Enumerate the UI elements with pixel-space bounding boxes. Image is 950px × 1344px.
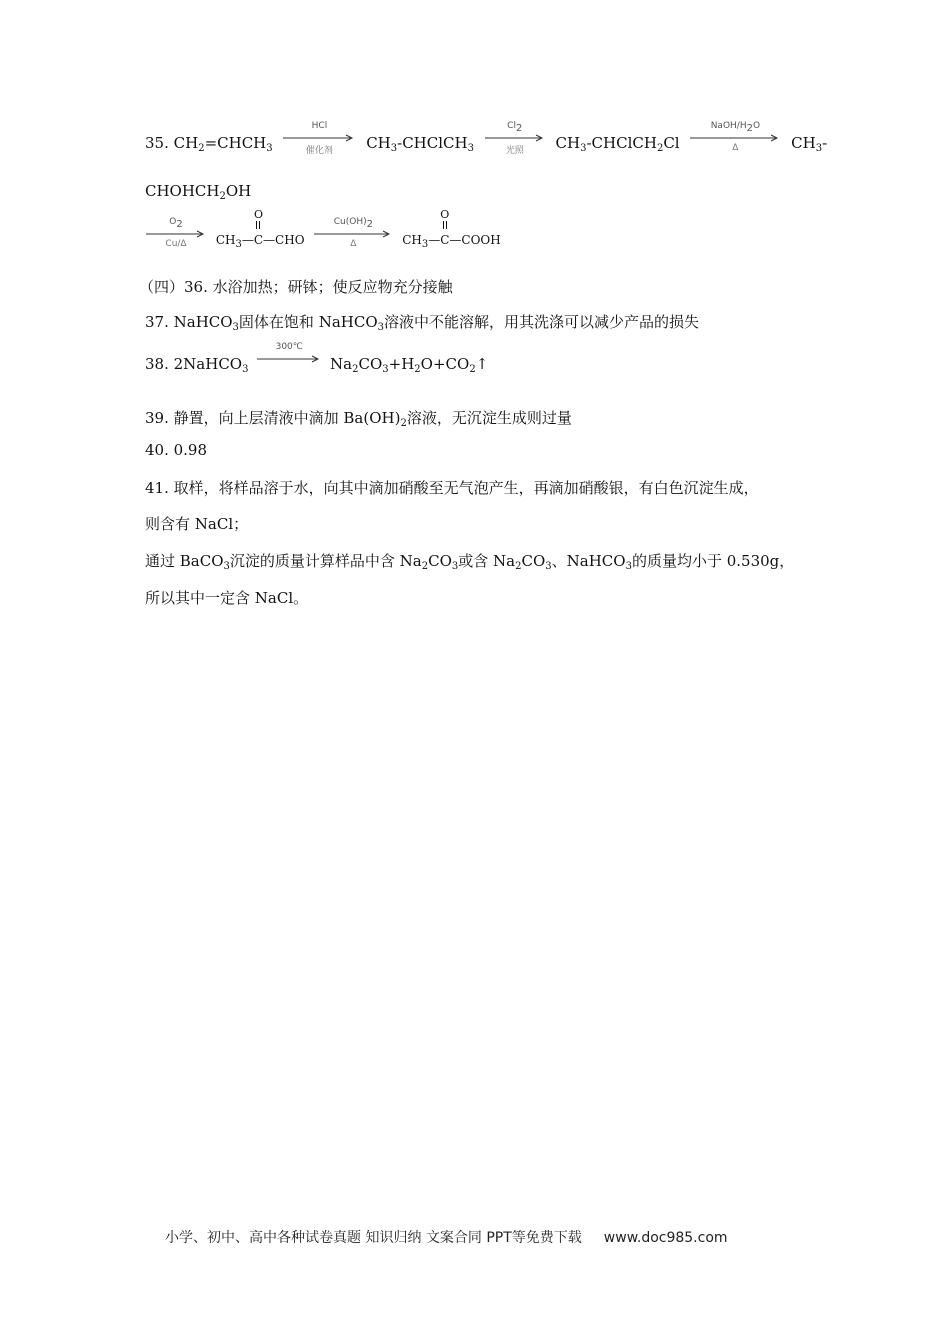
q38-line: 38. 2NaHCO$_3$ 300℃ $Na_2CO_3+H_2O+CO_2↑$ [145, 342, 489, 375]
carbonyl-group: O C [253, 208, 264, 247]
q35-line1 [145, 121, 828, 156]
q35-line2: $CHOHCH_2OH$ [145, 182, 252, 202]
q37-line: 37. NaHCO$_3$固体在饱和 NaHCO$_3$溶液中不能溶解，用其洗涤可以减少产品的损失 [145, 313, 700, 333]
product-dichloropropane: $CH_3-CHClCH_2Cl$ [555, 134, 680, 154]
propene: $CH_2=CHCH_3$ [173, 134, 273, 154]
q40-line: 40. 0.98 [145, 441, 208, 459]
page-footer [165, 1227, 728, 1247]
ketone-aldehyde: $CH_3—$ O C—CHO [215, 208, 305, 250]
product-diol-start: $CH_3-$ [791, 134, 828, 154]
carbonyl-group: O C [440, 208, 450, 247]
reaction-arrow-o2: $O_2$ Cu/Δ [146, 236, 206, 244]
q35-line3 [146, 208, 501, 250]
product-2-chloropropane: $CH_3-CHClCH_3$ [366, 134, 474, 154]
reaction-arrow-cl2: $Cl_2$ 光照 [485, 140, 545, 148]
reaction-arrow-heat: 300℃ [257, 361, 321, 369]
footer-url[interactable]: www.doc985.com [603, 1230, 728, 1246]
pyruvic-acid: $CH_3—$ O C—COOH [402, 208, 501, 250]
question-number: 35. [145, 134, 169, 152]
reaction-arrow-hcl: HCl 催化剂 [283, 140, 355, 148]
q39-line: 39. 静置，向上层清液中滴加 $Ba(OH)_2$溶液，无沉淀生成则过量 [145, 409, 572, 429]
reaction-arrow-naoh: NaOH/$H_2O$ Δ [690, 140, 780, 148]
q41-line2: 则含有 NaCl； [145, 515, 249, 533]
section-marker: （四） [139, 278, 185, 296]
reaction-arrow-cuoh2: $Cu(OH)_2$ Δ [314, 236, 392, 244]
q36-line: （四）36. 水浴加热；研钵；使反应物充分接触 [139, 278, 453, 296]
q41-line4: 所以其中一定含 NaCl。 [145, 589, 309, 607]
q41-line1: 41. 取样，将样品溶于水，向其中滴加硝酸至无气泡产生，再滴加硝酸银，有白色沉淀生成， [145, 479, 759, 497]
q41-line3: 通过 BaCO$_3$沉淀的质量计算样品中含 $Na_2CO_3$或含 $Na_2CO_3$、NaHCO$_3$的质量均小于 0.530g， [145, 552, 795, 572]
footer-text: 小学、初中、高中各种试卷真题 知识归纳 文案合同 PPT等免费下载 [165, 1230, 582, 1246]
